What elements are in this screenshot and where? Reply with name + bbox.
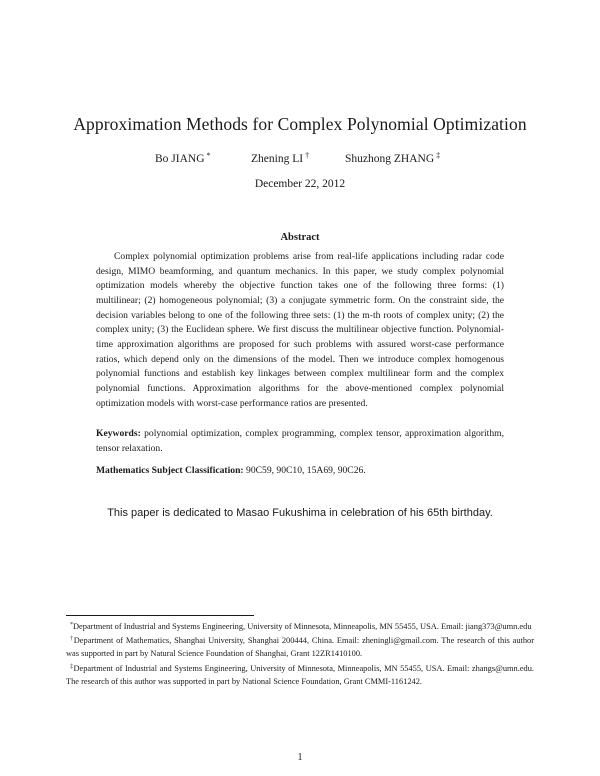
author-2 — [251, 151, 309, 165]
author-1-name: Bo JIANG — [155, 153, 205, 165]
publication-date: December 22, 2012 — [254, 178, 346, 190]
author-3 — [345, 151, 440, 165]
keywords-text: polynomial optimization, complex programming, complex tensor, approximation algorithm, tensor relaxation. — [96, 428, 504, 454]
author-1-mark: * — [206, 151, 211, 160]
footnotes — [66, 619, 534, 688]
author-1 — [155, 151, 211, 165]
abstract-heading: Abstract — [280, 232, 320, 243]
keywords-label: Keywords: — [96, 428, 141, 439]
msc-label: Mathematics Subject Classification: — [96, 465, 244, 476]
footnote-1-text: Department of Industrial and Systems Engineering, University of Minnesota, Minneapolis, MN 55455, USA. Email: jiang373@umn.edu — [73, 622, 532, 631]
footnote-1 — [66, 619, 534, 633]
footnote-2-mark: † — [70, 636, 74, 643]
author-3-name: Shuzhong ZHANG — [345, 153, 435, 165]
author-2-name: Zhening LI — [251, 153, 304, 165]
author-2-mark: † — [305, 151, 310, 160]
footnote-3 — [66, 661, 534, 688]
footnote-rule — [66, 615, 254, 616]
page-number: 1 — [297, 752, 303, 763]
abstract-text: Complex polynomial optimization problems arise from real-life applications including radar code design, MIMO beamforming, and quantum mechanics. In this paper, we study complex polynomial optimization models whereby the objective function takes one of the following three forms: (1) multilinear; (2) homogeneous polynomial; (3) a conjugate symmetric form. On the constraint side, the decision variables belong to one of the following three sets: (1) the m-th roots of complex unity; (2) the complex unity; (3) the Euclidean sphere. We first discuss the multilinear objective function. Polynomial-time approximation algorithms are proposed for such problems with assured worst-case performance ratios, which depend only on the dimensions of the model. Then we introduce complex homogenous polynomial functions and establish key linkages between complex multilinear form and the complex polynomial functions. Approximation algorithms for the above-mentioned complex polynomial optimization models with worst-case performance ratios are presented. — [96, 251, 504, 409]
msc-classification — [96, 464, 504, 479]
footnote-1-mark: * — [70, 622, 73, 628]
keywords — [96, 427, 504, 456]
footnote-2-text: Department of Mathematics, Shanghai University, Shanghai 200444, China. Email: zheningli@gmail.com. The research of this author was supported in part by Natural Science Foundation of Shanghai, Grant 12ZR1410100. — [66, 636, 535, 659]
author-3-mark: ‡ — [436, 151, 441, 160]
footnote-3-mark: ‡ — [70, 663, 74, 670]
footnote-2 — [66, 633, 534, 660]
dedication: This paper is dedicated to Masao Fukushima in celebration of his 65th birthday. — [107, 507, 493, 519]
msc-text: 90C59, 90C10, 15A69, 90C26. — [246, 465, 366, 476]
footnote-3-text: Department of Industrial and Systems Engineering, University of Minnesota, Minneapolis, MN 55455, USA. Email: zhangs@umn.edu. The research of this author was supported in part by National Science Foundation, Grant CMMI-1161242. — [66, 663, 535, 686]
paper-title: Approximation Methods for Complex Polynomial Optimization — [73, 114, 527, 134]
